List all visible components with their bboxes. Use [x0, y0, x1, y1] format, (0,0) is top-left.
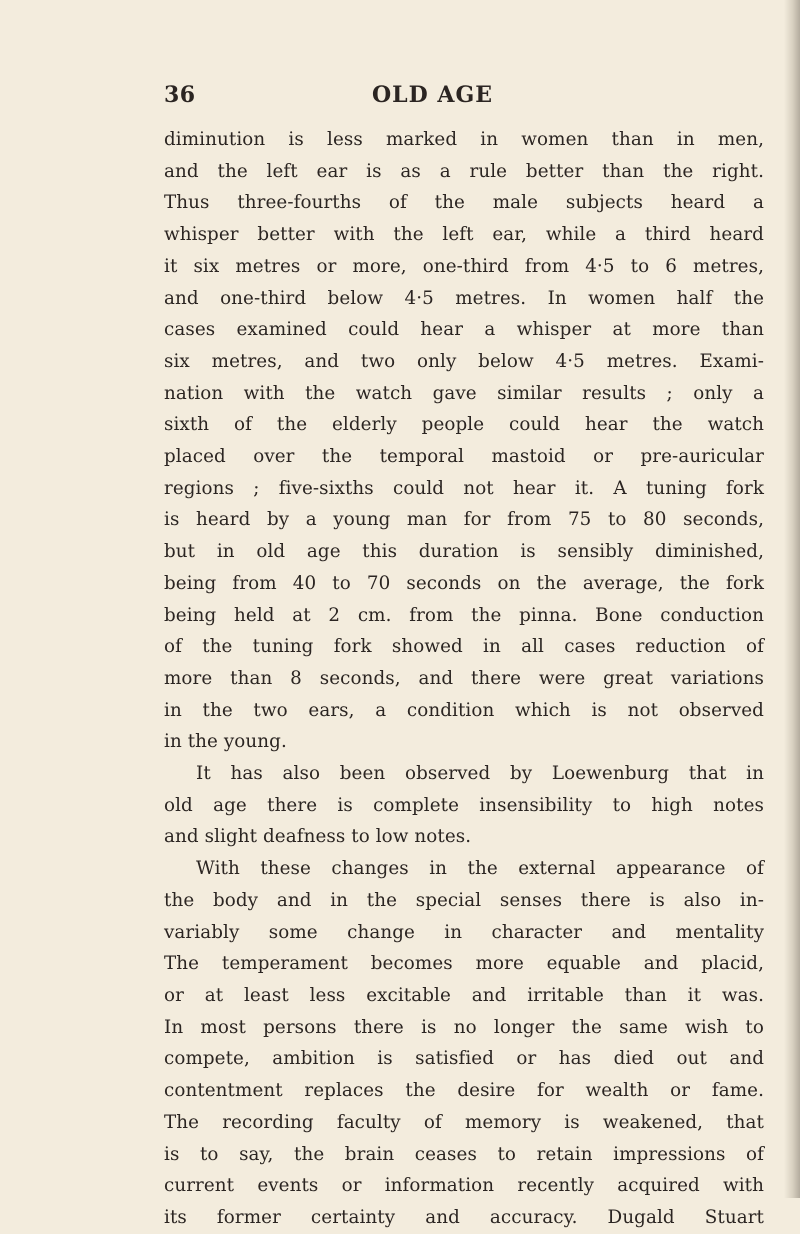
text-line: and the left ear is as a rule better than the right.	[164, 160, 764, 182]
text-line: and slight deafness to low notes.	[164, 826, 472, 848]
text-line: it six metres or more, one-third from 4·5 to 6 metres,	[164, 255, 764, 277]
text-line: is to say, the brain ceases to retain impressions of	[164, 1143, 764, 1165]
text-line: more than 8 seconds, and there were great variations	[164, 667, 764, 689]
text-line: the body and in the special senses there is also in-	[164, 889, 764, 911]
text-line: and one-third below 4·5 metres. In women half the	[164, 287, 764, 309]
text-line: In most persons there is no longer the same wish to	[164, 1016, 764, 1038]
text-line: placed over the temporal mastoid or pre-auricular	[164, 446, 764, 468]
text-line: Thus three-fourths of the male subjects heard a	[164, 192, 764, 214]
text-line: but in old age this duration is sensibly diminished,	[164, 541, 764, 563]
text-line: nation with the watch gave similar results ; only a	[164, 382, 764, 404]
text-line: its former certainty and accuracy. Dugald Stuart	[164, 1206, 764, 1228]
page-number: 36	[164, 82, 196, 108]
text-line: The recording faculty of memory is weakened, that	[164, 1111, 764, 1133]
text-line: variably some change in character and mentality	[164, 921, 764, 943]
text-line: The temperament becomes more equable and placid,	[164, 953, 764, 975]
text-line: six metres, and two only below 4·5 metres. Exami-	[164, 350, 764, 372]
text-line: With these changes in the external appearance of	[196, 858, 764, 880]
text-line: in the two ears, a condition which is not observed	[164, 699, 764, 721]
page-edge-shadow	[784, 0, 800, 1198]
text-line: diminution is less marked in women than in men,	[164, 129, 764, 150]
text-line: It has also been observed by Loewenburg that in	[196, 763, 764, 785]
text-line: or at least less excitable and irritable than it was.	[164, 984, 764, 1006]
text-line: whisper better with the left ear, while a third heard	[164, 224, 764, 246]
text-line: of the tuning fork showed in all cases reduction of	[164, 636, 764, 658]
text-line: in the young.	[164, 731, 287, 753]
page-header	[164, 82, 764, 116]
text-line: sixth of the elderly people could hear the watch	[164, 414, 764, 436]
text-line: old age there is complete insensibility to high notes	[164, 794, 764, 816]
body-text	[164, 124, 764, 1234]
text-line: compete, ambition is satisfied or has died out and	[164, 1048, 764, 1070]
text-line: contentment replaces the desire for wealth or fame.	[164, 1080, 764, 1102]
text-line: cases examined could hear a whisper at more than	[164, 319, 764, 341]
text-line: being held at 2 cm. from the pinna. Bone conduction	[164, 604, 764, 626]
text-line: being from 40 to 70 seconds on the average, the fork	[164, 572, 764, 594]
text-line: is heard by a young man for from 75 to 80 seconds,	[164, 509, 764, 531]
text-line: regions ; five-sixths could not hear it. A tuning fork	[164, 477, 764, 499]
running-title: OLD AGE	[372, 82, 493, 108]
text-line: current events or information recently acquired with	[164, 1175, 764, 1197]
